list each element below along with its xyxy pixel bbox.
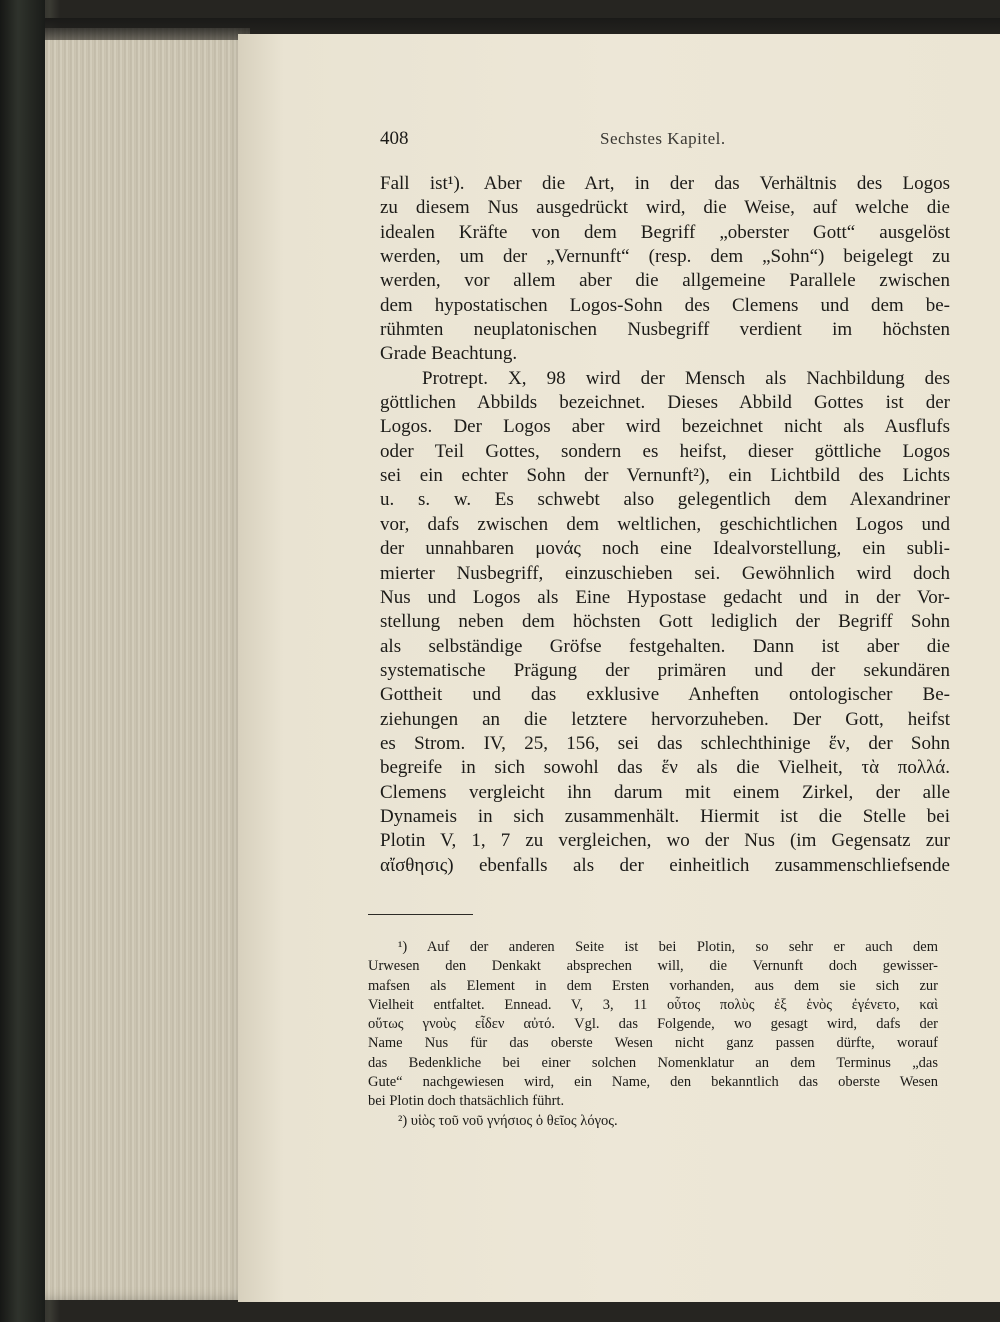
footnote-line: οὕτως γνοὺς εἶδεν αὐτό. Vgl. das Folgende, wo gesagt wird, dafs der xyxy=(368,1016,938,1033)
footnote-line: das Bedenkliche bei einer solchen Nomenklatur an dem Terminus „das xyxy=(368,1054,938,1071)
text-line: zu diesem Nus ausgedrückt wird, die Weise, auf welche die xyxy=(380,197,950,219)
text-line: ziehungen an die letztere hervorzuheben. Der Gott, heifst xyxy=(380,708,950,730)
text-line: göttlichen Abbilds bezeichnet. Dieses Abbild Gottes ist der xyxy=(380,392,950,414)
text-line: der unnahbaren μονάς noch eine Idealvorstellung, ein subli- xyxy=(380,538,950,560)
text-line: sei ein echter Sohn der Vernunft²), ein Lichtbild des Lichts xyxy=(380,465,950,487)
running-head xyxy=(380,128,950,154)
body-text xyxy=(380,172,950,878)
book-page xyxy=(238,34,1000,1302)
text-line: es Strom. IV, 25, 156, sei das schlechthinige ἕν, der Sohn xyxy=(380,732,950,754)
text-line: werden, um der „Vernunft“ (resp. dem „Sohn“) beigelegt zu xyxy=(380,246,950,268)
page-edges xyxy=(45,28,250,1300)
text-line: αἴσθησις) ebenfalls als der einheitlich zusammenschliefsende xyxy=(380,854,950,876)
text-line: Gottheit und das exklusive Anheften ontologischer Be- xyxy=(380,684,950,706)
text-line: Dynameis in sich zusammenhält. Hiermit ist die Stelle bei xyxy=(380,805,950,827)
text-line: Nus und Logos als Eine Hypostase gedacht und in der Vor- xyxy=(380,586,950,608)
text-line: Logos. Der Logos aber wird bezeichnet nicht als Ausflufs xyxy=(380,416,950,438)
text-line: systematische Prägung der primären und der sekundären xyxy=(380,659,950,681)
footnote-line: Urwesen den Denkakt absprechen will, die Vernunft doch gewisser- xyxy=(368,958,938,975)
text-line: stellung neben dem höchsten Gott lediglich der Begriff Sohn xyxy=(380,611,950,633)
text-line: Plotin V, 1, 7 zu vergleichen, wo der Nus (im Gegensatz zur xyxy=(380,830,950,852)
text-line: Clemens vergleicht ihn darum mit einem Zirkel, der alle xyxy=(380,781,950,803)
footnote-line: Vielheit entfaltet. Ennead. V, 3, 11 οὗτος πολὺς ἐξ ἑνὸς ἐγένετο, καὶ xyxy=(368,996,938,1013)
text-line: idealen Kräfte von dem Begriff „oberster Gott“ ausgelöst xyxy=(380,221,950,243)
text-line: vor, dafs zwischen dem weltlichen, geschichtlichen Logos und xyxy=(380,513,950,535)
footnote-line: Name Nus für das oberste Wesen nicht ganz passen dürfte, worauf xyxy=(368,1035,938,1052)
footnotes xyxy=(368,938,938,1131)
footnote-line: Gute“ nachgewiesen wird, ein Name, den bekanntlich das oberste Wesen xyxy=(368,1074,938,1091)
footnote-rule xyxy=(368,914,473,915)
footnote-line: ¹) Auf der anderen Seite ist bei Plotin, so sehr er auch dem xyxy=(398,939,938,955)
footnote-line: mafsen als Element in dem Ersten vorhanden, aus dem sie sich zur xyxy=(368,977,938,994)
text-line: werden, vor allem aber die allgemeine Parallele zwischen xyxy=(380,270,950,292)
text-line: Protrept. X, 98 wird der Mensch als Nachbildung des xyxy=(422,367,950,389)
page-number: 408 xyxy=(380,128,409,149)
text-line: rühmten neuplatonischen Nusbegriff verdient im höchsten xyxy=(380,319,950,341)
text-line: u. s. w. Es schwebt also gelegentlich dem Alexandriner xyxy=(380,489,950,511)
text-line: begreife in sich sowohl das ἕν als die Vielheit, τὰ πολλά. xyxy=(380,757,950,779)
text-line: dem hypostatischen Logos-Sohn des Clemens und dem be- xyxy=(380,294,950,316)
text-line: Grade Beachtung. xyxy=(380,343,518,365)
footnote-line: ²) υἱὸς τοῦ νοῦ γνήσιος ὁ θεῖος λόγος. xyxy=(398,1112,618,1129)
text-line: als selbständige Gröfse festgehalten. Dann ist aber die xyxy=(380,635,950,657)
text-line: mierter Nusbegriff, einzuschieben sei. Gewöhnlich wird doch xyxy=(380,562,950,584)
book-cover-edge xyxy=(0,0,45,1322)
text-line: Fall ist¹). Aber die Art, in der das Verhältnis des Logos xyxy=(380,173,950,194)
text-line: oder Teil Gottes, sondern es heifst, dieser göttliche Logos xyxy=(380,440,950,462)
running-title: Sechstes Kapitel. xyxy=(600,129,726,148)
footnote-line: bei Plotin doch thatsächlich führt. xyxy=(368,1093,565,1110)
